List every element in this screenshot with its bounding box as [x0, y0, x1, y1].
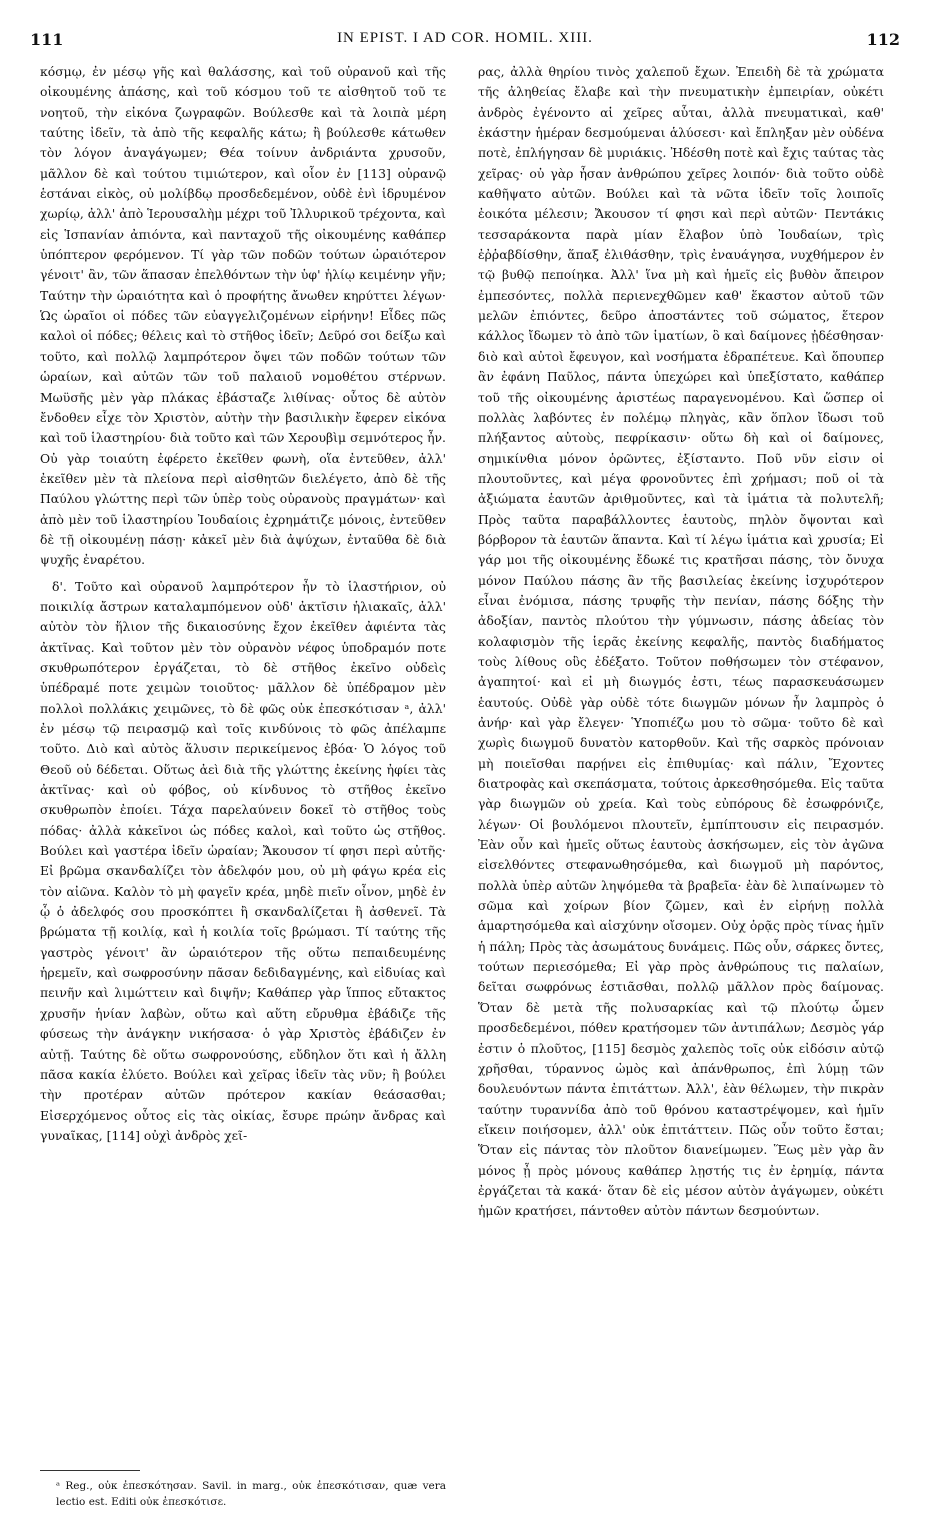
footnote: ᵃ Reg., οὐκ ἐπεσκότησαν. Savil. in marg., οὐκ ἐπεσκότισαν, quæ vera lectio est. Editi οὐκ ἐπεσκότισε.: [56, 1480, 446, 1508]
left-paragraph-2: δ'. Τοῦτο καὶ οὐρανοῦ λαμπρότερον ἦν τὸ ἱλαστήριον, οὐ ποικιλίᾳ ἄστρων καταλαμπόμενον οὐδ' ἀκτῖσιν ἡλιακαῖς, ἀλλ' αὐτὸν τὸν ἥλιον τῆς δικαιοσύνης ἔχον ἐκεῖθεν ἀφιέντα τὰς ἀκτῖνας. Καὶ τοῦτον μὲν τὸν οὐρανὸν νέφος ὑποδραμόν ποτε σκυθρωπότερον ἐργάζεται, τὸ δὲ στῆθος ἐκεῖνο οὐδεὶς ὑπέδραμέ ποτε χειμὼν τοιοῦτος· μᾶλλον δὲ ὑπέδραμον μὲν πολλοὶ πολλάκις χειμῶνες, τὸ δὲ φῶς οὐκ ἐπεσκότισαν ᵃ, ἀλλ' ἐν μέσῳ τῷ πειρασμῷ καὶ τοῖς κινδύνοις τὸ φῶς ἀπέλαμπε τοῦτο. Διὸ καὶ αὐτὸς ἅλυσιν περικείμενος ἐβόα· Ὁ λόγος τοῦ Θεοῦ οὐ δέδεται. Οὕτως ἀεὶ διὰ τῆς γλώττης ἐκείνης ἠφίει τὰς ἀκτῖνας· καὶ οὐ φόβος, οὐ κίνδυνος τὸ στῆθος ἐκεῖνο σκυθρωπὸν ἐποίει. Τάχα παρελαύνειν δοκεῖ τὸ στῆθος τοὺς πόδας· ἀλλὰ κἀκεῖνοι ὡς πόδες καλοὶ, καὶ τοῦτο ὡς στῆθος. Βούλει καὶ γαστέρα ἰδεῖν ὡραίαν; Ἄκουσον τί φησι περὶ αὐτῆς· Εἰ βρῶμα σκανδαλίζει τὸν ἀδελφόν μου, οὐ μὴ φάγω κρέα εἰς τὸν αἰῶνα. Καλὸν τὸ μὴ φαγεῖν κρέα, μηδὲ πιεῖν οἶνον, μηδὲ ἐν ᾧ ὁ ἀδελφός σου προσκόπτει ἢ σκανδαλίζεται ἢ ἀσθενεῖ. Τὰ βρώματα τῇ κοιλίᾳ, καὶ ἡ κοιλία τοῖς βρώμασι. Τί ταύτης τῆς γαστρὸς γένοιτ' ἂν ὡραιότερον τῆς οὕτω πεπαιδευμένης ἡρεμεῖν, καὶ σωφροσύνην πᾶσαν δεδιδαγμένης, καὶ εἰδυίας καὶ πεινῆν καὶ λιμώττειν καὶ διψῆν; Καθάπερ γὰρ ἵππος εὔτακτος χρυσῆν ἡνίαν λαβὼν, οὕτω καὶ αὕτη εὔρυθμα ἐβάδιζε τῆς φύσεως τὴν ἀνάγκην νικήσασα· ὁ γὰρ Χριστὸς ἐβάδιζεν ἐν αὐτῇ. Ταύτης δὲ οὕτω σωφρονούσης, εὔδηλον ὅτι καὶ ἡ ἄλλη πᾶσα κακία ἐλύετο. Βούλει καὶ χεῖρας ἰδεῖν τὰς νῦν; ἢ βούλει τὴν προτέραν αὐτῶν πρότερον κακίαν θεάσασθαι; Εἰσερχόμενος οὗτος εἰς τὰς οἰκίας, ἔσυρε πρώην ἄνδρας καὶ γυναῖκας, [114] οὐχὶ ἀνδρὸς χεῖ-: [40, 578, 446, 1143]
running-head: IN EPIST. I AD COR. HOMIL. XIII.: [337, 30, 593, 46]
page-number-left: 111: [30, 30, 64, 49]
page-header: [30, 30, 900, 54]
right-column: [478, 62, 884, 1502]
left-column: [40, 62, 446, 1462]
page-number-right: 112: [866, 30, 900, 49]
right-paragraph-1: ρας, ἀλλὰ θηρίου τινὸς χαλεποῦ ἔχων. Ἐπειδὴ δὲ τὰ χρώματα τῆς ἀληθείας ἔλαβε καὶ τὴν πνευματικὴν ἐμπειρίαν, οὐκέτι ἀνδρὸς ἐγένοντο αἱ χεῖρες αὗται, ἀλλὰ πνευματικαὶ, καθ' ἑκάστην ἡμέραν δεσμούμεναι ἁλύσεσι· καὶ ἔπληξαν μὲν οὐδένα ποτὲ, ἐπλήγησαν δὲ μυριάκις. Ἠδέσθη ποτὲ καὶ ἔχις ταύτας τὰς χεῖρας· οὐ γὰρ ἦσαν ἀνθρώπου χεῖρες λοιπόν· διὰ τοῦτο οὐδὲ καθῆψατο αὐτῶν. Βούλει καὶ τὰ νῶτα ἰδεῖν τοῖς λοιποῖς ἐοικότα μέλεσιν; Ἄκουσον τί φησι καὶ περὶ αὐτῶν· Πεντάκις τεσσαράκοντα παρὰ μίαν ἔλαβον ὑπὸ Ἰουδαίων, τρὶς ἐῤῥαβδίσθην, ἅπαξ ἐλιθάσθην, τρὶς ἐναυάγησα, νυχθήμερον ἐν τῷ βυθῷ πεποίηκα. Ἀλλ' ἵνα μὴ καὶ ἡμεῖς εἰς βυθὸν ἄπειρον ἐμπεσόντες, πολλὰ περιενεχθῶμεν καθ' ἕκαστον αὐτοῦ τῶν μελῶν ἐπιόντες, δεῦρο ἀποστάντες τοῦ σώματος, ἕτερον κάλλος ἴδωμεν τὸ ἀπὸ τῶν ἱματίων, ὃ καὶ δαίμονες ᾐδέσθησαν· διὸ καὶ αὐτοὶ ἔφευγον, καὶ νοσήματα ἐδραπέτευε. Καὶ ὅπουπερ ἂν ἐφάνη Παῦλος, πάντα ὑπεχώρει καὶ ὑπεξίστατο, καθάπερ τοῦ τῆς οἰκουμένης ἀριστέως παραγενομένου. Καὶ ὥσπερ οἱ πολλὰς λαβόντες ἐν πολέμῳ πληγὰς, κἂν ὅπλον ἴδωσι τοῦ πλήξαντος αὐτοὺς, πεφρίκασιν· οὕτω δὴ καὶ οἱ δαίμονες, σημικίνθια μόνον ὁρῶντες, ἐξίσταντο. Ποῦ νῦν εἰσιν οἱ πλουτοῦντες, καὶ μέγα φρονοῦντες ἐπὶ χρήμασι; ποῦ οἱ τὰ ἀξιώματα ἑαυτῶν ἀριθμοῦντες, καὶ τὰ ἱμάτια τὰ πολυτελῆ; Πρὸς ταῦτα παραβάλλοντες ἑαυτοὺς, πηλὸν ὄψονται καὶ βόρβορον τὰ ἑαυτῶν ἅπαντα. Καὶ τί λέγω ἱμάτια καὶ χρυσία; Εἰ γάρ μοι τῆς οἰκουμένης ἔδωκέ τις κρατῆσαι πάσης, τὸν ὄνυχα μόνον Παύλου πάσης ἂν τῆς βασιλείας ἐκείνης ἰσχυρότερον εἶναι ἐνόμισα, πάσης τρυφῆς τὴν πενίαν, πάσης δόξης τὴν ἀδοξίαν, παντὸς πλούτου τὴν γύμνωσιν, πάσης ἀδείας τὸν κολαφισμὸν τῆς ἱερᾶς ἐκείνης κεφαλῆς, παντὸς διαδήματος τοὺς λίθους οὓς ἐδέξατο. Τοῦτον ποθήσωμεν τὸν στέφανον, ἀγαπητοί· καὶ εἰ μὴ διωγμός ἐστι, τέως παρασκευάσωμεν ἑαυτούς. Οὐδὲ γὰρ οὐδὲ τότε διωγμῶν μόνων ἦν λαμπρὸς ὁ ἀνήρ· καὶ γὰρ ἔλεγεν· Ὑποπιέζω μου τὸ σῶμα· τοῦτο δὲ καὶ χωρὶς διωγμοῦ δυνατὸν κατορθοῦν. Καὶ τῆς σαρκὸς πρόνοιαν μὴ ποιεῖσθαι παρῄνει εἰς ἐπιθυμίας· καὶ πάλιν, Ἔχοντες διατροφὰς καὶ σκεπάσματα, τούτοις ἀρκεσθησόμεθα. Εἰς ταῦτα γὰρ διωγμῶν οὐ χρεία. Καὶ τοὺς εὐπόρους δὲ ἐσωφρόνιζε, λέγων· Οἱ βουλόμενοι πλουτεῖν, ἐμπίπτουσιν εἰς πειρασμόν. Ἐὰν οὖν καὶ ἡμεῖς οὕτως ἑαυτοὺς ἀσκήσωμεν, εἰς τὸν ἀγῶνα εἰσελθόντες στεφανωθησόμεθα, καὶ διωγμοῦ μὴ παρόντος, πολλὰ ὑπὲρ αὐτῶν ληψόμεθα τὰ βραβεῖα· ἐὰν δὲ λιπαίνωμεν τὸ σῶμα καὶ χοίρων βίον ζῶμεν, καὶ ἐν εἰρήνῃ πολλὰ ἁμαρτησόμεθα καὶ αἰσχύνην οἴσομεν. Οὐχ ὁρᾷς πρὸς τίνας ἡμῖν ἡ πάλη; Πρὸς τὰς ἀσωμάτους δυνάμεις. Πῶς οὖν, σάρκες ὄντες, τούτων περιεσόμεθα; Εἰ γὰρ πρὸς ἀνθρώπους τις παλαίων, δεῖται σωφρόνως ἑστιᾶσθαι, πολλῷ μᾶλλον πρὸς δαίμονας. Ὅταν δὲ μετὰ τῆς πολυσαρκίας καὶ τῷ πλούτῳ ὦμεν προσδεδεμένοι, πόθεν κρατήσομεν τῶν ἀντιπάλων; Δεσμὸς γάρ ἐστιν ὁ πλοῦτος, [115] δεσμὸς χαλεπὸς τοῖς οὐκ εἰδόσιν αὐτῷ χρῆσθαι, τύραννος ὠμὸς καὶ ἀπάνθρωπος, ἐπὶ λύμῃ τῶν δουλευόντων πάντα ἐπιτάττων. Ἀλλ', ἐὰν θέλωμεν, τὴν πικρὰν ταύτην τυραννίδα ἀπὸ τοῦ θρόνου καταστρέψομεν, καὶ ἡμῖν εἴκειν ποιήσομεν, ἀλλ' οὐκ ἐπιτάττειν. Πῶς οὖν τοῦτο ἔσται; Ὅταν εἰς πάντας τὸν πλοῦτον διανείμωμεν. Ἕως μὲν γὰρ ἂν μόνος ᾖ πρὸς μόνους καθάπερ λῃστής τις ἐν ἐρημίᾳ, πάντα ἐργάζεται τὰ κακά· ὅταν δὲ εἰς μέσον αὐτὸν ἀγάγωμεν, οὐκέτι ἡμῶν κρατήσει, πάντοθεν αὐτὸν πάντων δεσμούντων.: [478, 64, 884, 1219]
left-paragraph-1: κόσμῳ, ἐν μέσῳ γῆς καὶ θαλάσσης, καὶ τοῦ οὐρανοῦ καὶ τῆς οἰκουμένης ἁπάσης, καὶ τοῦ κόσμου τοῦ τε αἰσθητοῦ τοῦ τε νοητοῦ, τὴν εἰκόνα ζωγραφῶν. Βούλεσθε καὶ τὰ λοιπὰ μέρη ταύτης ἰδεῖν, τὰ ἀπὸ τῆς κεφαλῆς κάτω; ἢ βούλεσθε κάτωθεν τὸν λόγον ἀναγάγωμεν; Θέα τοίνυν ἀνδριάντα χρυσοῦν, μᾶλλον δὲ καὶ τούτου τιμιώτερον, καὶ οἷον ἐν [113] οὐρανῷ ἑστάναι εἰκὸς, οὐ μολίβδῳ προσδεδεμένον, οὐδὲ ἐνὶ ἱδρυμένον χωρίῳ, ἀλλ' ἀπὸ Ἱερουσαλὴμ μέχρι τοῦ Ἰλλυρικοῦ τρέχοντα, καὶ εἰς Ἱσπανίαν ἀπιόντα, καὶ πανταχοῦ τῆς οἰκουμένης καθάπερ ὑπόπτερον φερόμενον. Τί γὰρ τῶν ποδῶν τούτων ὡραιότερον γένοιτ' ἂν, τῶν ἅπασαν ἐπελθόντων τὴν ὑφ' ἡλίῳ κειμένην γῆν; Ταύτην τὴν ὡραιότητα καὶ ὁ προφήτης ἄνωθεν κηρύττει λέγων· Ὡς ὡραῖοι οἱ πόδες τῶν εὐαγγελιζομένων εἰρήνην! Εἶδες πῶς καλοὶ οἱ πόδες; θέλεις καὶ τὸ στῆθος ἰδεῖν; Δεῦρό σοι δείξω καὶ τοῦτο, καὶ πολλῷ λαμπρότερον ὄψει τῶν ποδῶν τούτων τῶν ὡραίων, καὶ αὐτῶν τῶν τοῦ παλαιοῦ νομοθέτου στέρνων. Μωϋσῆς μὲν γὰρ πλάκας ἐβάσταζε λιθίνας· οὗτος δὲ αὐτὸν ἔνδοθεν εἶχε τὸν Χριστὸν, αὐτὴν τὴν βασιλικὴν ἔφερεν εἰκόνα καὶ τοῦ ἱλαστηρίου· διὰ τοῦτο καὶ τῶν Χερουβὶμ σεμνότερος ἦν. Οὐ γὰρ τοιαύτη ἐφέρετο ἐκεῖθεν φωνὴ, οἵα ἐντεῦθεν, ἀλλ' ἐκεῖθεν μὲν τὰ πλείονα περὶ αἰσθητῶν διελέγετο, ἀπὸ δὲ τῆς Παύλου γλώττης περὶ τῶν ὑπὲρ τοὺς οὐρανοὺς πραγμάτων· καὶ ἀπὸ μὲν τοῦ ἱλαστηρίου Ἰουδαίοις ἐχρημάτιζε μόνοις, ἐντεῦθεν δὲ τῇ οἰκουμένῃ πάσῃ· κἀκεῖ μὲν διὰ ἀψύχων, ἐνταῦθα δὲ διὰ ψυχῆς ἐναρέτου.: [40, 64, 446, 568]
footnote-divider: [40, 1470, 140, 1471]
